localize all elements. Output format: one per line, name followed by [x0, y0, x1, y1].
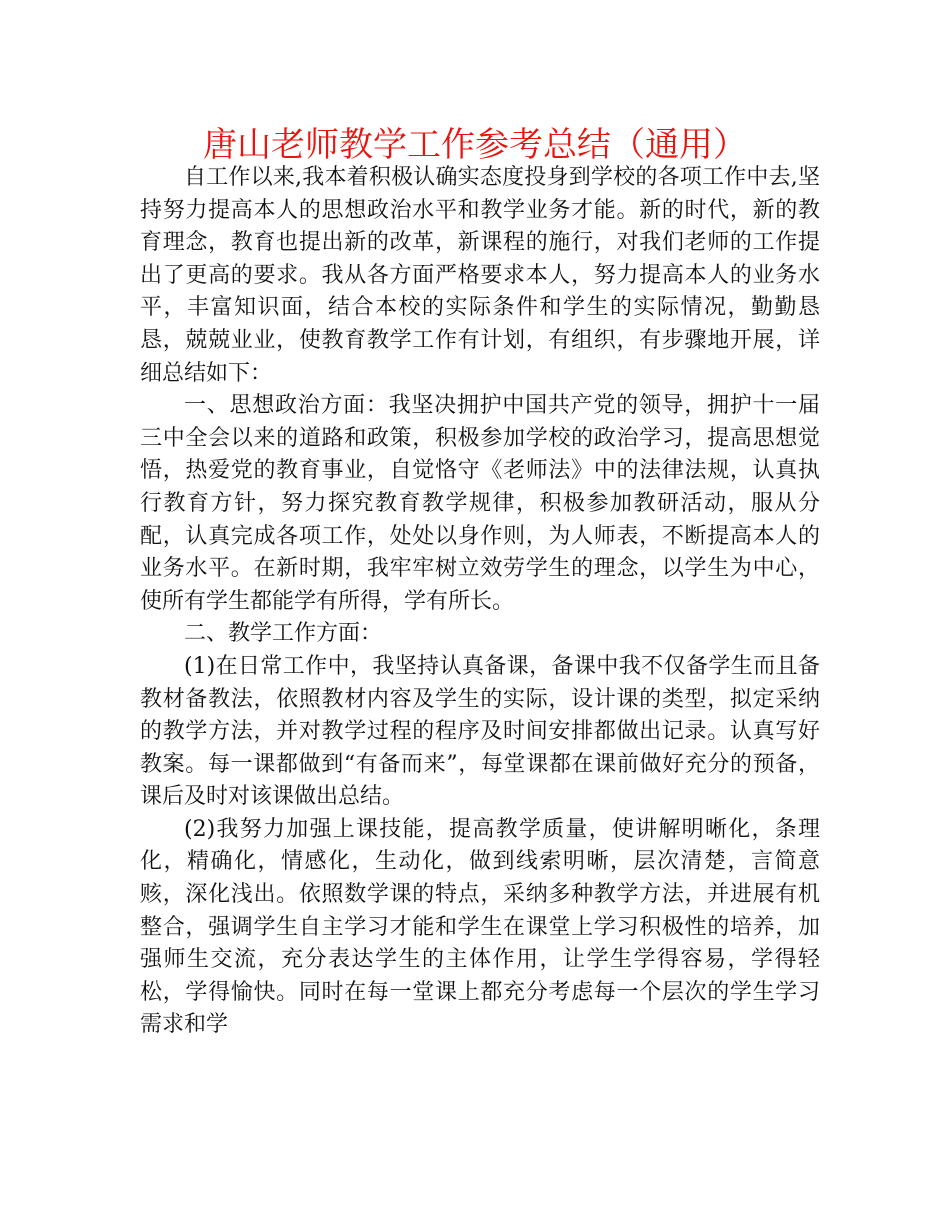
paragraph-teaching-1: (1)在日常工作中，我坚持认真备课，备课中我不仅备学生而且备教材备教法，依照教材内容及学生的实际，设计课的类型，拟定采纳的教学方法，并对教学过程的程序及时间安排都做出记录。认真写好教案。每一课都做到“有备而来”，每堂课都在课前做好充分的预备，课后及时对该课做出总结。 [140, 653, 820, 810]
document-title: 唐山老师教学工作参考总结（通用） [203, 125, 747, 165]
paragraph-teaching-heading: 二、教学工作方面： [184, 621, 383, 647]
paragraph-intro: 自工作以来,我本着积极认确实态度投身到学校的各项工作中去,坚持努力提高本人的思想政治水平和教学业务才能。新的时代，新的教育理念，教育也提出新的改革，新课程的施行，对我们老师的工作提出了更高的要求。我从各方面严格要求本人，努力提高本人的业务水平，丰富知识面，结合本校的实际条件和学生的实际情况，勤勤恳恳，兢兢业业，使教育教学工作有计划，有组织，有步骤地开展，详细总结如下： [140, 165, 820, 386]
document-body [140, 162, 820, 1042]
paragraph-political: 一、思想政治方面：我坚决拥护中国共产党的领导，拥护十一届三中全会以来的道路和政策，积极参加学校的政治学习，提高思想觉悟，热爱党的教育事业，自觉恪守《老师法》中的法律法规，认真执行教育方针，努力探究教育教学规律，积极参加教研活动，服从分配，认真完成各项工作，处处以身作则，为人师表，不断提高本人的业务水平。在新时期，我牢牢树立效劳学生的理念，以学生为中心，使所有学生都能学有所得，学有所长。 [140, 393, 820, 614]
paragraph-teaching-2: (2)我努力加强上课技能，提高教学质量，使讲解明晰化，条理化，精确化，情感化，生动化，做到线索明晰，层次清楚，言简意赅，深化浅出。依照数学课的特点，采纳多种教学方法，并进展有机整合，强调学生自主学习才能和学生在课堂上学习积极性的培养，加强师生交流，充分表达学生的主体作用，让学生学得容易，学得轻松，学得愉快。同时在每一堂课上都充分考虑每一个层次的学生学习需求和学 [140, 816, 820, 1038]
